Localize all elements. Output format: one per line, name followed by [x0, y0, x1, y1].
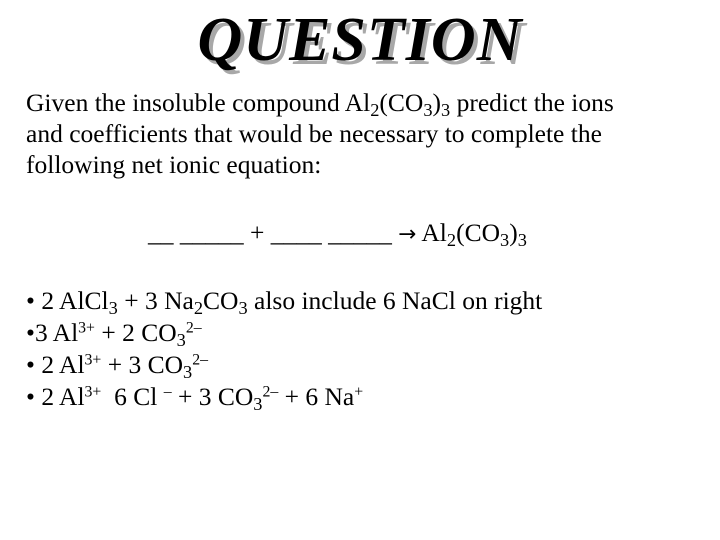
- answer-text: + 3 Na: [117, 286, 194, 315]
- net-ionic-equation: [148, 216, 527, 252]
- superscript: 3+: [78, 319, 95, 337]
- subscript: 2: [193, 298, 203, 319]
- equation-product: Al: [416, 218, 447, 247]
- superscript: –: [163, 383, 172, 401]
- answer-text: 6 Cl: [101, 382, 164, 411]
- equation-blanks: __ _____ + ____ _____: [148, 218, 399, 247]
- equation-product: (CO: [456, 218, 500, 247]
- question-text-part: (CO: [379, 88, 424, 117]
- question-text-part: Given the insoluble compound Al: [26, 88, 371, 117]
- subscript: 3: [183, 362, 193, 383]
- superscript: 3+: [84, 383, 102, 401]
- subscript: 3: [441, 100, 451, 121]
- superscript: 3+: [84, 351, 102, 369]
- question-text-part: predict the ions: [450, 88, 614, 117]
- answer-text: + 3 CO: [101, 350, 184, 379]
- subscript: 3: [108, 298, 118, 319]
- subscript: 3: [500, 230, 510, 251]
- subscript: 3: [238, 298, 248, 319]
- answer-text: 2 Al: [34, 350, 85, 379]
- subscript: 3: [176, 330, 186, 351]
- subscript: 2: [446, 230, 457, 251]
- answer-list: [26, 285, 716, 413]
- slide-title: QUESTION: [197, 6, 523, 74]
- title-area: [0, 2, 720, 82]
- bullet-icon: •: [26, 350, 35, 379]
- bullet-icon: •: [26, 286, 35, 315]
- answer-text: 2 Al: [34, 382, 85, 411]
- bullet-icon: •: [26, 318, 35, 347]
- answer-text: CO: [203, 286, 239, 315]
- question-text-part: ): [432, 88, 442, 117]
- answer-text: + 2 CO: [94, 318, 177, 347]
- answer-option-1: [26, 285, 716, 317]
- bullet-icon: •: [26, 382, 35, 411]
- question-line-1: [26, 87, 706, 121]
- equation-product: ): [509, 218, 518, 247]
- superscript: 2–: [262, 383, 279, 401]
- subscript: 3: [253, 394, 263, 415]
- subscript: 2: [370, 100, 380, 121]
- answer-text: + 3 CO: [171, 382, 254, 411]
- question-line-2: and coefficients that would be necessary to complete the: [26, 119, 602, 148]
- answer-option-2: [26, 317, 716, 349]
- arrow-icon: →: [398, 222, 417, 247]
- subscript: 3: [423, 100, 433, 121]
- question-line-3: following net ionic equation:: [26, 150, 322, 179]
- question-text: [26, 87, 706, 180]
- superscript: +: [354, 383, 364, 401]
- superscript: 2–: [185, 319, 202, 337]
- answer-text: also include 6 NaCl on right: [247, 286, 543, 315]
- answer-option-3: [26, 349, 716, 381]
- superscript: 2–: [192, 351, 209, 369]
- answer-text: 2 AlCl: [34, 286, 109, 315]
- subscript: 3: [517, 230, 527, 251]
- answer-text: 3 Al: [34, 318, 79, 347]
- answer-text: + 6 Na: [278, 382, 355, 411]
- answer-option-4: [26, 381, 716, 413]
